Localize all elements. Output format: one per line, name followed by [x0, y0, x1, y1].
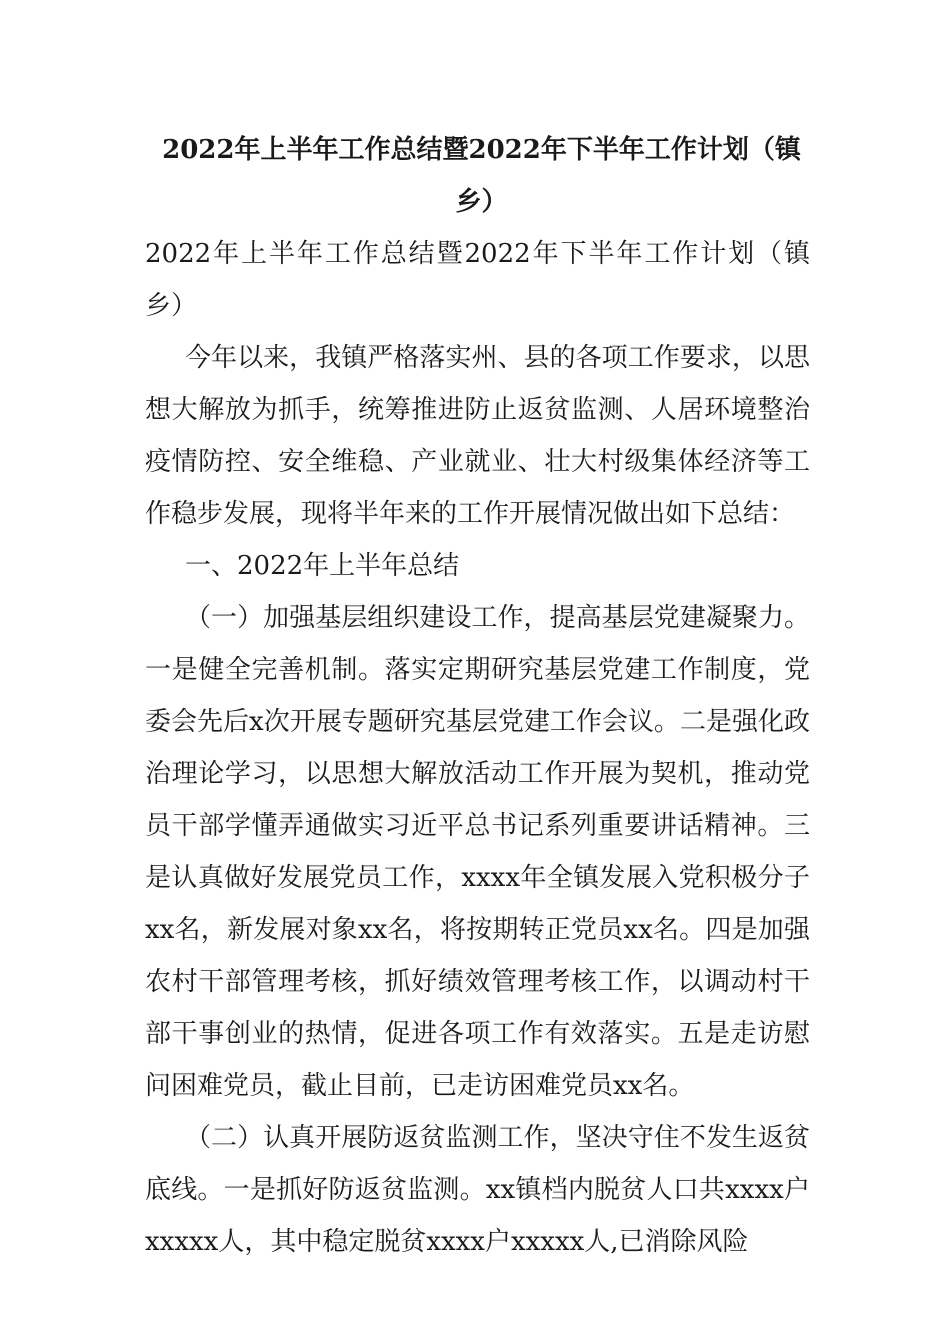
document-body — [145, 124, 810, 1268]
section-heading: 一、2022年上半年总结 — [185, 551, 460, 581]
paragraph-intro: 今年以来，我镇严格落实州、县的各项工作要求，以思想大解放为抓手，统筹推进防止返贫监测、人居环境整治疫情防控、安全维稳、产业就业、壮大村级集体经济等工作稳步发展，现将半年来的工作开展情况做出如下总结： — [145, 343, 810, 529]
paragraph-poverty-monitoring: （二）认真开展防返贫监测工作，坚决守住不发生返贫底线。一是抓好防返贫监测。xx镇档内脱贫人口共xxxx户xxxxx人，其中稳定脱贫xxxx户xxxxx人,已消除风险 — [145, 1123, 810, 1257]
paragraph-party-building: （一）加强基层组织建设工作，提高基层党建凝聚力。一是健全完善机制。落实定期研究基层党建工作制度，党委会先后x次开展专题研究基层党建工作会议。二是强化政治理论学习，以思想大解放活动工作开展为契机，推动党员干部学懂弄通做实习近平总书记系列重要讲话精神。三是认真做好发展党员工作，xxxx年全镇发展入党积极分子xx名，新发展对象xx名，将按期转正党员xx名。四是加强农村干部管理考核，抓好绩效管理考核工作，以调动村干部干事创业的热情，促进各项工作有效落实。五是走访慰问困难党员，截止目前，已走访困难党员xx名。 — [145, 603, 810, 1101]
document-subtitle: 2022年上半年工作总结暨2022年下半年工作计划（镇乡） — [145, 239, 810, 321]
document-title: 2022年上半年工作总结暨2022年下半年工作计划（镇乡） — [162, 135, 801, 217]
